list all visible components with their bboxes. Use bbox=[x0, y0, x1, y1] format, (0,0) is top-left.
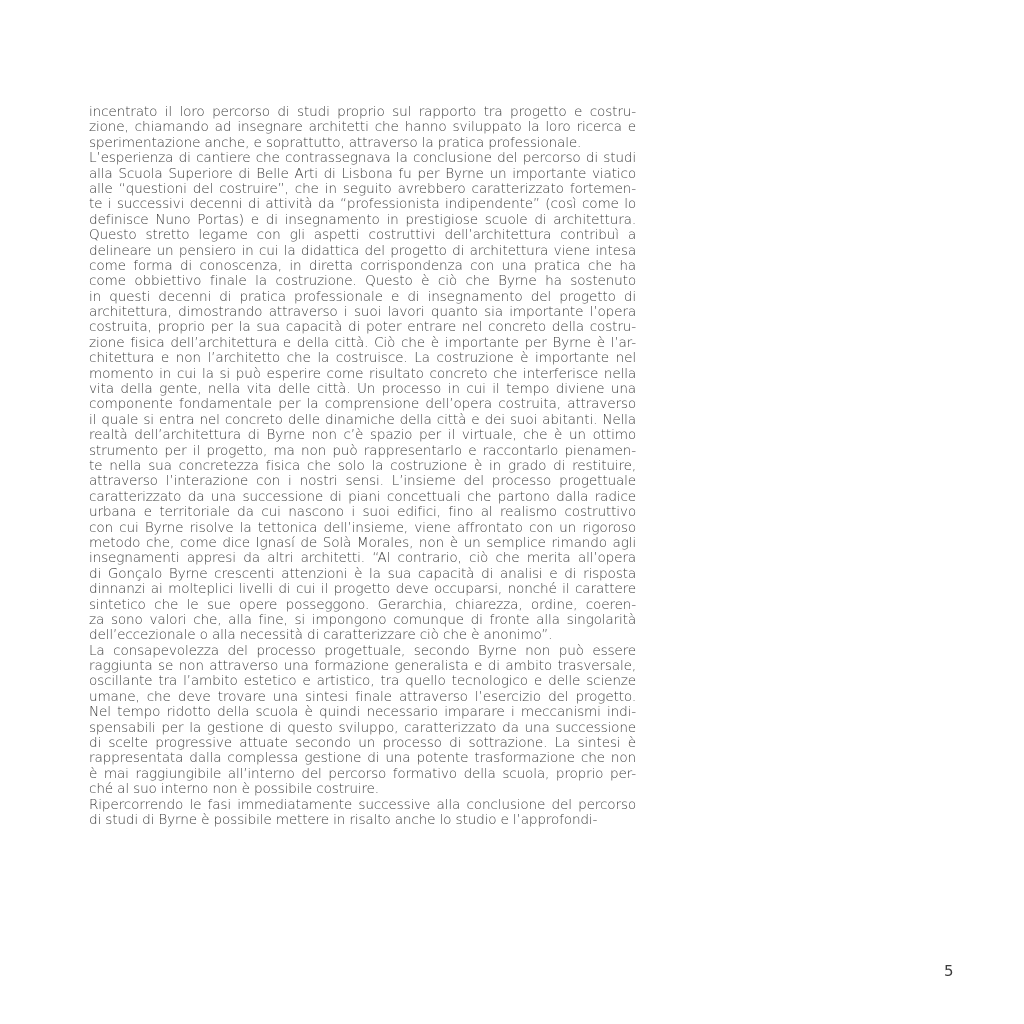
text-line: alle “questioni del costruire”, che in seguito avrebbero caratterizzato fortemen- bbox=[89, 180, 636, 197]
text-line: Ripercorrendo le fasi immediatamente successive alla conclusione del percorso bbox=[89, 796, 636, 813]
text-line: te nella sua concretezza fisica che solo la costruzione è in grado di restituire, bbox=[89, 457, 636, 474]
text-line: alla Scuola Superiore di Belle Arti di Lisbona fu per Byrne un importante viatico bbox=[89, 165, 636, 182]
text-line: Questo stretto legame con gli aspetti costruttivi dell’architettura contribuì a bbox=[89, 227, 636, 244]
text-line: il quale si entra nel concreto delle dinamiche della città e dei suoi abitanti. Nella bbox=[89, 411, 636, 428]
text-line: Nel tempo ridotto della scuola è quindi necessario imparare i meccanismi indi- bbox=[89, 704, 636, 721]
text-line: dell’eccezionale o alla necessità di caratterizzare ciò che è anonimo”. bbox=[89, 627, 553, 644]
text-line: di scelte progressive attuate secondo un processo di sottrazione. La sintesi è bbox=[89, 735, 636, 752]
text-line: zione fisica dell’architettura e della città. Ciò che è importante per Byrne è l’ar- bbox=[89, 334, 636, 351]
text-line: di Gonçalo Byrne crescenti attenzioni è la sua capacità di analisi e di risposta bbox=[89, 565, 636, 582]
text-line: L’esperienza di cantiere che contrassegnava la conclusione del percorso di studi bbox=[89, 150, 636, 167]
text-line: metodo che, come dice Ignasí de Solà Morales, non è un semplice rimando agli bbox=[89, 534, 636, 551]
paragraph bbox=[89, 644, 636, 798]
text-line: con cui Byrne risolve la tettonica dell’insieme, viene affrontato con un rigoroso bbox=[89, 519, 636, 536]
text-line: strumento per il progetto, ma non può rappresentarlo e raccontarlo pienamen- bbox=[89, 442, 636, 459]
text-line: rappresentata dalla complessa gestione di una potente trasformazione che non bbox=[89, 750, 636, 767]
text-line: in questi decenni di pratica professionale e di insegnamento del progetto di bbox=[89, 288, 636, 305]
text-line: delineare un pensiero in cui la didattica del progetto di architettura viene intesa bbox=[89, 242, 636, 259]
paragraph bbox=[89, 151, 636, 644]
body-text bbox=[89, 105, 636, 828]
text-line: componente fondamentale per la comprensione dell’opera costruita, attraverso bbox=[89, 396, 636, 413]
text-line: insegnamenti appresi da altri architetti. “Al contrario, ciò che merita all’opera bbox=[89, 550, 636, 567]
text-line: umane, che deve trovare una sintesi finale attraverso l’esercizio del progetto. bbox=[89, 688, 636, 705]
text-line: La consapevolezza del processo progettuale, secondo Byrne non può essere bbox=[89, 642, 636, 659]
text-line: oscillante tra l’ambito estetico e artistico, tra quello tecnologico e delle scienze bbox=[89, 673, 636, 690]
text-line: è mai raggiungibile all’interno del percorso formativo della scuola, proprio per- bbox=[89, 765, 636, 782]
text-line: costruita, proprio per la sua capacità di poter entrare nel concreto della costru- bbox=[89, 319, 636, 336]
text-line: come forma di conoscenza, in diretta corrispondenza con una pratica che ha bbox=[89, 257, 636, 274]
text-line: spensabili per la gestione di questo sviluppo, caratterizzato da una successione bbox=[89, 719, 636, 736]
text-line: za sono valori che, alla fine, si impongono comunque di fronte alla singolarità bbox=[89, 611, 636, 628]
text-line: realtà dell’architettura di Byrne non c’è spazio per il virtuale, che è un ottimo bbox=[89, 427, 636, 444]
text-line: di studi di Byrne è possibile mettere in risalto anche lo studio e l’approfondi- bbox=[89, 811, 598, 828]
text-line: architettura, dimostrando attraverso i suoi lavori quanto sia importante l’opera bbox=[89, 304, 636, 321]
text-line: te i successivi decenni di attività da “professionista indipendente” (così come lo bbox=[89, 196, 636, 213]
text-line: raggiunta se non attraverso una formazione generalista e di ambito trasversale, bbox=[89, 658, 636, 675]
paragraph bbox=[89, 798, 636, 829]
text-line: sperimentazione anche, e soprattutto, attraverso la pratica professionale. bbox=[89, 134, 582, 151]
text-line: zione, chiamando ad insegnare architetti che hanno sviluppato la loro ricerca e bbox=[89, 119, 636, 136]
text-line: dinnanzi ai molteplici livelli di cui il progetto deve occuparsi, nonché il carattere bbox=[89, 581, 636, 598]
text-line: momento in cui la si può esperire come risultato concreto che interferisce nella bbox=[89, 365, 636, 382]
text-line: caratterizzato da una successione di piani concettuali che partono dalla radice bbox=[89, 488, 636, 505]
paragraph bbox=[89, 105, 636, 151]
text-line: ché al suo interno non è possibile costruire. bbox=[89, 781, 379, 798]
page-number: 5 bbox=[944, 962, 954, 980]
text-line: vita della gente, nella vita delle città. Un processo in cui il tempo diviene una bbox=[89, 381, 636, 398]
text-line: incentrato il loro percorso di studi proprio sul rapporto tra progetto e costru- bbox=[89, 104, 636, 120]
text-line: attraverso l’interazione con i nostri sensi. L’insieme del processo progettuale bbox=[89, 473, 636, 490]
text-line: chitettura e non l’architetto che la costruisce. La costruzione è importante nel bbox=[89, 350, 636, 367]
text-line: sintetico che le sue opere posseggono. Gerarchia, chiarezza, ordine, coeren- bbox=[89, 596, 636, 613]
text-line: definisce Nuno Portas) e di insegnamento in prestigiose scuole di architettura. bbox=[89, 211, 636, 228]
text-line: come obbiettivo finale la costruzione. Questo è ciò che Byrne ha sostenuto bbox=[89, 273, 636, 290]
text-line: urbana e territoriale da cui nascono i suoi edifici, fino al realismo costruttivo bbox=[89, 504, 636, 521]
